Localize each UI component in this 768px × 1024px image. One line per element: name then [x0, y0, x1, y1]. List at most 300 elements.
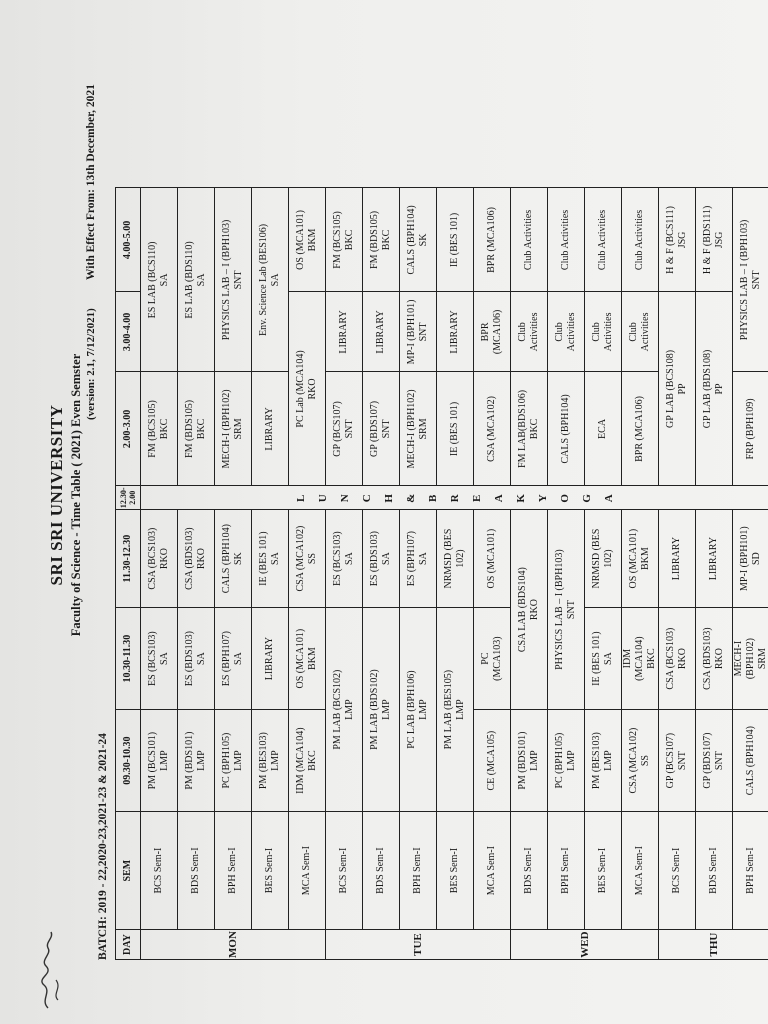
cell-line: RKO [196, 548, 207, 570]
schedule-cell [622, 510, 659, 608]
schedule-cell [400, 608, 437, 812]
cell-line: IDM (MCA104) [295, 727, 306, 794]
col-slot-3: 11.30-12.30 [116, 510, 141, 608]
schedule-cell [474, 188, 511, 292]
cell-line: PC Lab (MCA104) [295, 350, 306, 428]
cell-line: RKO [159, 548, 170, 570]
schedule-cell [437, 292, 474, 372]
cell-line: BKC [159, 418, 170, 440]
semester-cell: BCS Sem-I [141, 812, 178, 930]
col-slot-6: 3.00-4.00 [116, 292, 141, 372]
cell-line: SNT [751, 270, 762, 290]
semester-cell: MCA Sem-I [622, 812, 659, 930]
schedule-cell [252, 608, 289, 710]
schedule-cell [363, 510, 400, 608]
cell-line: ES LAB (BCS110) [147, 241, 158, 319]
col-slot-1: 09.30-10.30 [116, 710, 141, 812]
cell-line: LMP [381, 699, 392, 720]
cell-line: SA [233, 652, 244, 666]
schedule-cell [400, 510, 437, 608]
semester-cell: BES Sem-I [252, 812, 289, 930]
col-sem: SEM [116, 812, 141, 930]
cell-line: Club [517, 322, 528, 342]
cell-line: BKM [640, 547, 651, 571]
cell-line: CSA (BCS103) [147, 527, 158, 590]
day-cell: THU [659, 930, 768, 960]
cell-line: PHYSICS LAB – I (BPH103) [739, 219, 750, 341]
cell-line: LMP [344, 699, 355, 720]
cell-line: 102) [603, 549, 614, 568]
schedule-cell [585, 188, 622, 292]
cell-line: SK [233, 552, 244, 566]
schedule-cell [252, 510, 289, 608]
cell-line: OS (MCA101) [295, 210, 306, 270]
col-slot-7: 4.00-5.00 [116, 188, 141, 292]
semester-cell: BDS Sem-I [363, 812, 400, 930]
cell-line: BKC [529, 418, 540, 440]
schedule-cell [252, 710, 289, 812]
cell-line: Club [628, 322, 639, 342]
schedule-cell [141, 608, 178, 710]
cell-line: IE (BES 101) [449, 401, 460, 457]
cell-line: SNT [381, 419, 392, 439]
cell-line: PP [714, 383, 725, 395]
schedule-cell [585, 710, 622, 812]
cell-line: PC (BPH105) [554, 732, 565, 789]
cell-line: PM (BDS101) [517, 731, 528, 790]
schedule-cell [548, 710, 585, 812]
table-row [474, 188, 511, 960]
cell-line: SA [603, 652, 614, 666]
schedule-cell [215, 372, 252, 486]
table-row [400, 188, 437, 960]
cell-line: SA [270, 273, 281, 287]
semester-cell: BPH Sem-I [733, 812, 768, 930]
cell-line: SA [159, 652, 170, 666]
semester-cell: BDS Sem-I [696, 812, 733, 930]
schedule-cell [326, 188, 363, 292]
schedule-cell [696, 188, 733, 292]
schedule-cell [289, 710, 326, 812]
cell-line: Club Activities [560, 209, 571, 271]
schedule-cell [252, 372, 289, 486]
cell-line: Club Activities [523, 209, 534, 271]
schedule-cell [178, 372, 215, 486]
cell-line: IE (BES 101) [591, 631, 602, 686]
schedule-cell [437, 608, 474, 812]
cell-line: BKM [307, 647, 318, 671]
cell-line: CSA (MCA102) [295, 525, 306, 592]
cell-line: LMP [603, 750, 614, 771]
cell-line: GP (BDS107) [702, 732, 713, 789]
timetable [115, 187, 768, 960]
schedule-cell [289, 292, 326, 486]
cell-line: LMP [233, 750, 244, 771]
cell-line: RKO [529, 599, 540, 621]
cell-line: OS (MCA101) [486, 528, 497, 589]
schedule-cell [289, 510, 326, 608]
cell-line: LMP [529, 750, 540, 771]
schedule-cell [585, 372, 622, 486]
cell-line: FM (BCS105) [332, 211, 343, 269]
table-row [585, 188, 622, 960]
lunch-letter: H [383, 493, 395, 503]
cell-line: BKC [307, 750, 318, 771]
schedule-cell [733, 188, 768, 372]
cell-line: BPR [480, 322, 491, 342]
semester-cell: BPH Sem-I [215, 812, 252, 930]
cell-line: CALS (BPH104) [406, 205, 417, 275]
cell-line: GP LAB (BCS108) [665, 349, 676, 428]
cell-line: GP LAB (BDS108) [702, 349, 713, 429]
cell-line: CALS (BPH104) [221, 524, 232, 594]
cell-line: SA [196, 652, 207, 666]
cell-line: LIBRARY [264, 636, 275, 681]
cell-line: SA [270, 552, 281, 566]
schedule-cell [215, 608, 252, 710]
schedule-cell [363, 608, 400, 812]
cell-line: IE (BES 101) [258, 531, 269, 586]
cell-line: SNT [714, 751, 725, 771]
cell-line: Env. Science Lab (BES106) [258, 223, 269, 336]
cell-line: CALS (BPH104) [560, 394, 571, 464]
col-slot-5: 2.00-3.00 [116, 372, 141, 486]
cell-line: Activities [603, 312, 614, 352]
lunch-break-cell [141, 486, 768, 510]
university-title: SRI SRI UNIVERSITY [47, 404, 66, 586]
table-row [733, 188, 768, 960]
cell-line: LMP [566, 750, 577, 771]
schedule-cell [215, 188, 252, 372]
cell-line: BPR (MCA106) [486, 207, 497, 273]
cell-line: MP-I (BPH101) [739, 526, 750, 591]
schedule-cell [659, 510, 696, 608]
schedule-cell [289, 188, 326, 292]
cell-line: LIBRARY [264, 407, 275, 451]
schedule-cell [289, 608, 326, 710]
col-slot-2: 10.30-11.30 [116, 608, 141, 710]
schedule-cell [548, 188, 585, 292]
cell-line: ES (BCS103) [147, 631, 158, 686]
schedule-cell [511, 292, 548, 372]
version-label: (version: 2.1, 7/12/2021) [85, 308, 97, 420]
cell-line: Club Activities [634, 209, 645, 271]
cell-line: LMP [196, 750, 207, 771]
signature [18, 930, 78, 1010]
schedule-cell [622, 188, 659, 292]
table-row [141, 188, 178, 960]
schedule-cell [548, 372, 585, 486]
cell-line: LMP [418, 699, 429, 720]
schedule-cell [363, 372, 400, 486]
cell-line: (MCA103) [492, 636, 503, 681]
schedule-cell [659, 292, 696, 486]
cell-line: CSA (BCS103) [665, 627, 676, 690]
schedule-cell [696, 710, 733, 812]
schedule-cell [437, 510, 474, 608]
cell-line: ES (BDS103) [369, 530, 380, 587]
cell-line: GP (BDS107) [369, 400, 380, 457]
schedule-cell [326, 510, 363, 608]
schedule-cell [474, 372, 511, 486]
cell-line: CSA (BDS103) [702, 627, 713, 690]
lunch-letter: L [295, 493, 307, 502]
cell-line: MP-I (BPH101) [406, 299, 417, 365]
cell-line: Club [554, 322, 565, 342]
semester-cell: BCS Sem-I [659, 812, 696, 930]
cell-line: FM (BCS105) [147, 400, 158, 458]
table-row [511, 188, 548, 960]
schedule-cell [178, 608, 215, 710]
cell-line: PHYSICS LAB – I (BPH103) [554, 549, 565, 670]
cell-line: GP (BCS107) [665, 732, 676, 789]
cell-line: (BPH102) [745, 638, 756, 680]
cell-line: PP [677, 383, 688, 395]
schedule-cell [659, 710, 696, 812]
schedule-cell [141, 510, 178, 608]
schedule-cell [178, 710, 215, 812]
cell-line: PM LAB (BES105) [443, 669, 454, 750]
batch-label: BATCH: 2019 - 22,2020-23,2021-23 & 2021-24 [97, 733, 109, 960]
day-cell: WED [511, 930, 659, 960]
schedule-cell [733, 608, 768, 710]
cell-line: OS (MCA101) [628, 528, 639, 589]
schedule-cell [326, 292, 363, 372]
cell-line: PM LAB (BDS102) [369, 669, 380, 750]
table-row [363, 188, 400, 960]
schedule-cell [659, 188, 696, 292]
cell-line: JSG [714, 231, 725, 249]
cell-line: PM LAB (BCS102) [332, 669, 343, 750]
cell-line: (MCA106) [492, 309, 503, 355]
cell-line: BKC [196, 418, 207, 440]
cell-line: SNT [233, 270, 244, 290]
lunch-letter: Y [537, 493, 549, 503]
lunch-letter: E [471, 493, 483, 502]
table-row [252, 188, 289, 960]
schedule-cell [400, 372, 437, 486]
day-cell: MON [141, 930, 326, 960]
cell-line: LMP [159, 750, 170, 771]
cell-line: SA [196, 273, 207, 287]
schedule-cell [474, 608, 511, 710]
cell-line: FRP (BPH109) [745, 398, 756, 460]
schedule-cell [474, 710, 511, 812]
semester-cell: MCA Sem-I [474, 812, 511, 930]
cell-line: PC LAB (BPH106) [406, 670, 417, 749]
cell-line: MECH-I (BPH102) [221, 389, 232, 469]
cell-line: SRM [233, 418, 244, 440]
cell-line: JSG [677, 231, 688, 249]
schedule-cell [511, 510, 548, 710]
cell-line: (MCA104) [634, 636, 645, 681]
table-row [215, 188, 252, 960]
cell-line: CSA LAB (BDS104) [517, 567, 528, 653]
table-row [659, 188, 696, 960]
table-row [178, 188, 215, 960]
schedule-cell [696, 608, 733, 710]
table-row [696, 188, 733, 960]
cell-line: BPR (MCA106) [634, 396, 645, 462]
cell-line: SK [418, 233, 429, 247]
schedule-cell [733, 372, 768, 486]
cell-line: CE (MCA105) [486, 730, 497, 791]
schedule-cell [622, 608, 659, 710]
cell-line: LIBRARY [338, 310, 349, 354]
cell-line: SA [159, 273, 170, 287]
lunch-letter: R [449, 493, 461, 503]
lunch-letter: K [515, 493, 527, 503]
cell-line: LIBRARY [671, 536, 682, 581]
cell-line: BKM [307, 228, 318, 252]
cell-line: SA [381, 552, 392, 566]
lunch-letter: N [339, 493, 351, 503]
cell-line: SNT [677, 751, 688, 771]
cell-line: ES (BPH107) [221, 630, 232, 687]
schedule-cell [326, 608, 363, 812]
schedule-cell [733, 510, 768, 608]
cell-line: Club Activities [597, 209, 608, 271]
cell-line: NRMSD (BES [591, 528, 602, 589]
lunch-letter: O [559, 493, 571, 503]
cell-line: OS (MCA101) [295, 628, 306, 689]
schedule-cell [437, 372, 474, 486]
schedule-cell [585, 608, 622, 710]
cell-line: MECH-I [733, 640, 744, 677]
schedule-cell [548, 510, 585, 710]
cell-line: ES (BCS103) [332, 531, 343, 586]
cell-line: LMP [270, 750, 281, 771]
cell-line: LIBRARY [449, 310, 460, 354]
schedule-cell [585, 292, 622, 372]
table-row [289, 188, 326, 960]
cell-line: BKC [646, 648, 657, 669]
schedule-cell [437, 188, 474, 292]
cell-line: CSA (MCA102) [628, 727, 639, 794]
cell-line: CSA (BDS103) [184, 527, 195, 590]
cell-line: 102) [455, 549, 466, 568]
schedule-cell [511, 188, 548, 292]
cell-line: PC [480, 652, 491, 665]
cell-line: CALS (BPH104) [745, 726, 756, 796]
cell-line: SNT [418, 322, 429, 342]
cell-line: PM (BES103) [591, 732, 602, 790]
header-row [116, 188, 141, 960]
lunch-letter: U [317, 493, 329, 503]
table-row [622, 188, 659, 960]
lunch-letter: & [405, 492, 417, 503]
lunch-letter: A [493, 493, 505, 503]
schedule-cell [215, 710, 252, 812]
cell-line: PM (BDS101) [184, 731, 195, 790]
cell-line: FM (BDS105) [369, 210, 380, 269]
cell-line: FM (BDS105) [184, 399, 195, 458]
cell-line: FM LAB(BDS106) [517, 389, 528, 468]
cell-line: PM (BCS101) [147, 731, 158, 790]
cell-line: MECH-I (BPH102) [406, 389, 417, 469]
cell-line: PHYSICS LAB – I (BPH103) [221, 219, 232, 341]
cell-line: SNT [344, 419, 355, 439]
cell-line: H & F (BDS111) [702, 205, 713, 275]
cell-line: Club [591, 322, 602, 342]
schedule-cell [511, 372, 548, 486]
cell-line: PC (BPH105) [221, 732, 232, 789]
semester-cell: BDS Sem-I [511, 812, 548, 930]
cell-line: PM (BES103) [258, 732, 269, 790]
cell-line: SS [307, 553, 318, 565]
semester-cell: BES Sem-I [585, 812, 622, 930]
cell-line: SA [418, 552, 429, 566]
lunch-letter: G [581, 493, 593, 503]
schedule-cell [659, 608, 696, 710]
semester-cell: BES Sem-I [437, 812, 474, 930]
col-day: DAY [116, 930, 141, 960]
schedule-cell [696, 510, 733, 608]
cell-line: RKO [307, 378, 318, 400]
schedule-cell [141, 188, 178, 372]
schedule-cell [511, 710, 548, 812]
schedule-cell [585, 510, 622, 608]
cell-line: SRM [757, 648, 768, 670]
schedule-cell [363, 188, 400, 292]
cell-line: ES LAB (BDS110) [184, 241, 195, 319]
lunch-letter: A [603, 493, 615, 503]
cell-line: NRMSD (BES [443, 528, 454, 589]
cell-line: SRM [418, 418, 429, 440]
cell-line: LIBRARY [375, 310, 386, 354]
semester-cell: BDS Sem-I [178, 812, 215, 930]
schedule-cell [548, 292, 585, 372]
table-row [326, 188, 363, 960]
schedule-cell [178, 188, 215, 372]
col-lunch: 12.30-2.00 [116, 486, 141, 510]
table-row [437, 188, 474, 960]
schedule-cell [215, 510, 252, 608]
table-row [548, 188, 585, 960]
schedule-cell [363, 292, 400, 372]
schedule-cell [141, 710, 178, 812]
schedule-cell [622, 372, 659, 486]
cell-line: ECA [597, 418, 608, 439]
cell-line: SNT [566, 600, 577, 620]
cell-line: RKO [714, 648, 725, 670]
semester-cell: BPH Sem-I [400, 812, 437, 930]
schedule-cell [252, 188, 289, 372]
schedule-cell [178, 510, 215, 608]
cell-line: Activities [566, 312, 577, 352]
cell-line: RKO [677, 648, 688, 670]
faculty-subtitle: Faculty of Science - Time Table ( 2021) Even Semster [69, 353, 83, 637]
cell-line: H & F (BCS111) [665, 206, 676, 274]
day-cell: TUE [326, 930, 511, 960]
schedule-cell [696, 292, 733, 486]
effective-date: With Effect From: 13th December, 2021 [85, 84, 97, 280]
lunch-letter: C [361, 493, 373, 503]
schedule-cell [622, 710, 659, 812]
cell-line: Activities [529, 312, 540, 352]
cell-line: BKC [381, 229, 392, 251]
schedule-cell [474, 292, 511, 372]
schedule-cell [733, 710, 768, 812]
schedule-cell [326, 372, 363, 486]
rotated-timetable [45, 30, 768, 960]
cell-line: ES (BPH107) [406, 530, 417, 587]
cell-line: Activities [640, 312, 651, 352]
schedule-cell [400, 188, 437, 292]
lunch-letter: B [427, 493, 439, 502]
schedule-cell [400, 292, 437, 372]
cell-line: LMP [455, 699, 466, 720]
